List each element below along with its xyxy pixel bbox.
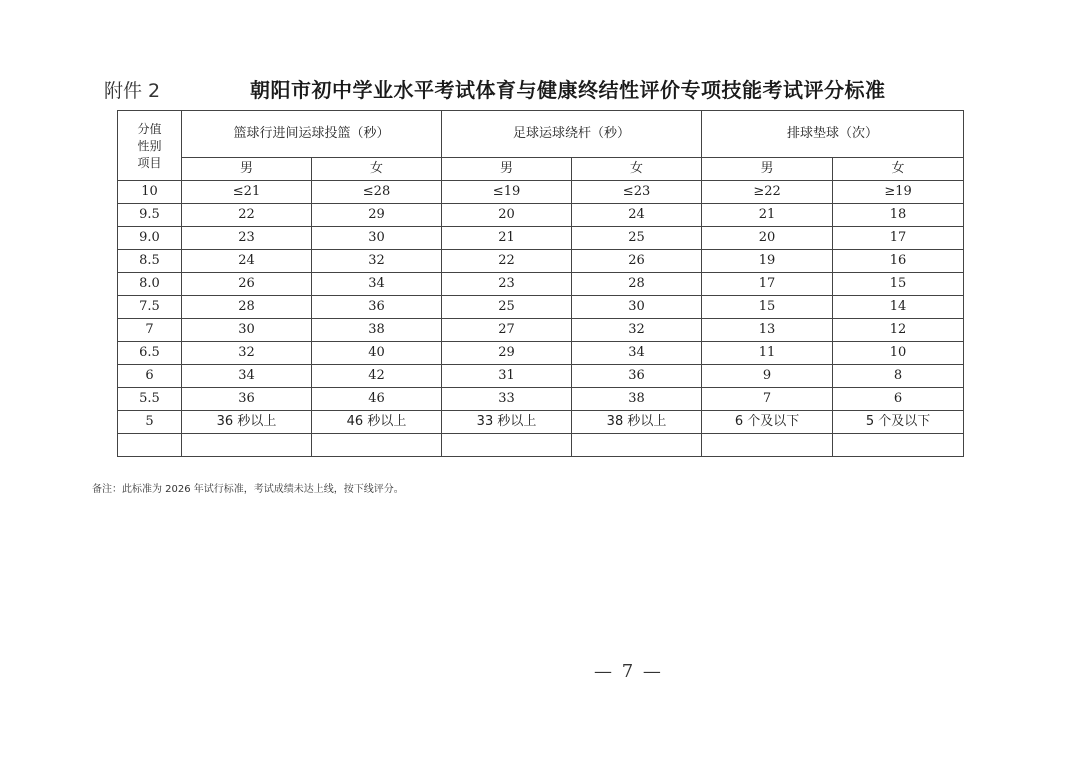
table-row: [118, 319, 964, 342]
table-cell: 24: [182, 250, 312, 273]
gender-header-cell: 男: [182, 158, 312, 181]
score-cell: 6: [118, 365, 182, 388]
gender-header-cell: 女: [572, 158, 702, 181]
table-row: [118, 342, 964, 365]
table-header-row-events: [118, 111, 964, 158]
score-cell: 5.5: [118, 388, 182, 411]
table-cell: 13: [702, 319, 833, 342]
table-cell: [442, 434, 572, 457]
table-cell: [182, 434, 312, 457]
table-row-empty: [118, 434, 964, 457]
table-cell: 36 秒以上: [182, 411, 312, 434]
table-cell: 28: [182, 296, 312, 319]
table-cell: 21: [442, 227, 572, 250]
table-cell: 46: [312, 388, 442, 411]
table-cell: 23: [442, 273, 572, 296]
table-row: [118, 181, 964, 204]
scoring-standard-table: [117, 110, 964, 457]
table-cell: 29: [442, 342, 572, 365]
table-cell: [702, 434, 833, 457]
table-cell: [572, 434, 702, 457]
table-cell: ≥22: [702, 181, 833, 204]
score-cell: 7: [118, 319, 182, 342]
table-cell: 25: [442, 296, 572, 319]
score-cell: 8.5: [118, 250, 182, 273]
score-cell: 9.5: [118, 204, 182, 227]
table-row: [118, 411, 964, 434]
score-cell: [118, 434, 182, 457]
table-cell: 34: [572, 342, 702, 365]
table-cell: 6 个及以下: [702, 411, 833, 434]
table-cell: 5 个及以下: [833, 411, 964, 434]
gender-header-cell: 男: [702, 158, 833, 181]
event-header-volleyball: 排球垫球（次）: [702, 111, 964, 158]
table-row: [118, 388, 964, 411]
table-cell: 20: [442, 204, 572, 227]
table-cell: 30: [312, 227, 442, 250]
table-cell: 11: [702, 342, 833, 365]
corner-item-label: 项目: [137, 156, 162, 170]
table-cell: 46 秒以上: [312, 411, 442, 434]
table-cell: 16: [833, 250, 964, 273]
table-cell: 9: [702, 365, 833, 388]
table-cell: 15: [833, 273, 964, 296]
table-header-row-genders: [118, 158, 964, 181]
table-cell: 32: [182, 342, 312, 365]
table-cell: 22: [182, 204, 312, 227]
table-cell: 17: [702, 273, 833, 296]
table-cell: 21: [702, 204, 833, 227]
table-cell: 7: [702, 388, 833, 411]
table-cell: 8: [833, 365, 964, 388]
footnote: 备注：此标准为 2026 年试行标准，考试成绩未达上线，按下线评分。: [92, 484, 404, 495]
table-row: [118, 250, 964, 273]
table-cell: 33: [442, 388, 572, 411]
table-row: [118, 365, 964, 388]
table-row: [118, 227, 964, 250]
table-cell: [312, 434, 442, 457]
table-cell: 31: [442, 365, 572, 388]
document-title: 朝阳市初中学业水平考试体育与健康终结性评价专项技能考试评分标准: [250, 78, 886, 102]
table-cell: 20: [702, 227, 833, 250]
table-cell: 30: [182, 319, 312, 342]
table-cell: 32: [572, 319, 702, 342]
event-header-basketball: 篮球行进间运球投篮（秒）: [182, 111, 442, 158]
gender-header-cell: 女: [833, 158, 964, 181]
page-number: — 7 —: [594, 661, 663, 682]
score-cell: 7.5: [118, 296, 182, 319]
table-cell: 27: [442, 319, 572, 342]
table-cell: 40: [312, 342, 442, 365]
corner-score-label: 分值: [137, 122, 162, 136]
table-cell: 38 秒以上: [572, 411, 702, 434]
table-cell: 10: [833, 342, 964, 365]
score-cell: 9.0: [118, 227, 182, 250]
table-cell: 23: [182, 227, 312, 250]
table-cell: 6: [833, 388, 964, 411]
table-cell: 32: [312, 250, 442, 273]
table-cell: ≤19: [442, 181, 572, 204]
table-cell: 17: [833, 227, 964, 250]
table-cell: 36: [312, 296, 442, 319]
table-cell: 26: [182, 273, 312, 296]
table-cell: 30: [572, 296, 702, 319]
table-cell: 38: [312, 319, 442, 342]
score-cell: 8.0: [118, 273, 182, 296]
table-cell: 42: [312, 365, 442, 388]
table-cell: 36: [572, 365, 702, 388]
table-cell: 14: [833, 296, 964, 319]
table-row: [118, 204, 964, 227]
table-cell: 15: [702, 296, 833, 319]
table-cell: 28: [572, 273, 702, 296]
table-cell: 34: [182, 365, 312, 388]
table-cell: 12: [833, 319, 964, 342]
table-cell: 19: [702, 250, 833, 273]
gender-header-cell: 男: [442, 158, 572, 181]
table-cell: 36: [182, 388, 312, 411]
table-cell: ≤21: [182, 181, 312, 204]
table-cell: 29: [312, 204, 442, 227]
score-cell: 6.5: [118, 342, 182, 365]
table-cell: 34: [312, 273, 442, 296]
table-row: [118, 273, 964, 296]
corner-gender-label: 性别: [137, 139, 162, 153]
table-row: [118, 296, 964, 319]
table-cell: 25: [572, 227, 702, 250]
corner-header-cell: [118, 111, 182, 181]
gender-header-cell: 女: [312, 158, 442, 181]
table-cell: [833, 434, 964, 457]
table-cell: 24: [572, 204, 702, 227]
score-cell: 10: [118, 181, 182, 204]
table-cell: 22: [442, 250, 572, 273]
attachment-label: 附件 2: [104, 80, 161, 102]
table-cell: ≤28: [312, 181, 442, 204]
event-header-football: 足球运球绕杆（秒）: [442, 111, 702, 158]
table-cell: 26: [572, 250, 702, 273]
table-cell: 33 秒以上: [442, 411, 572, 434]
score-cell: 5: [118, 411, 182, 434]
table-cell: 18: [833, 204, 964, 227]
table-cell: 38: [572, 388, 702, 411]
table-cell: ≤23: [572, 181, 702, 204]
table-cell: ≥19: [833, 181, 964, 204]
